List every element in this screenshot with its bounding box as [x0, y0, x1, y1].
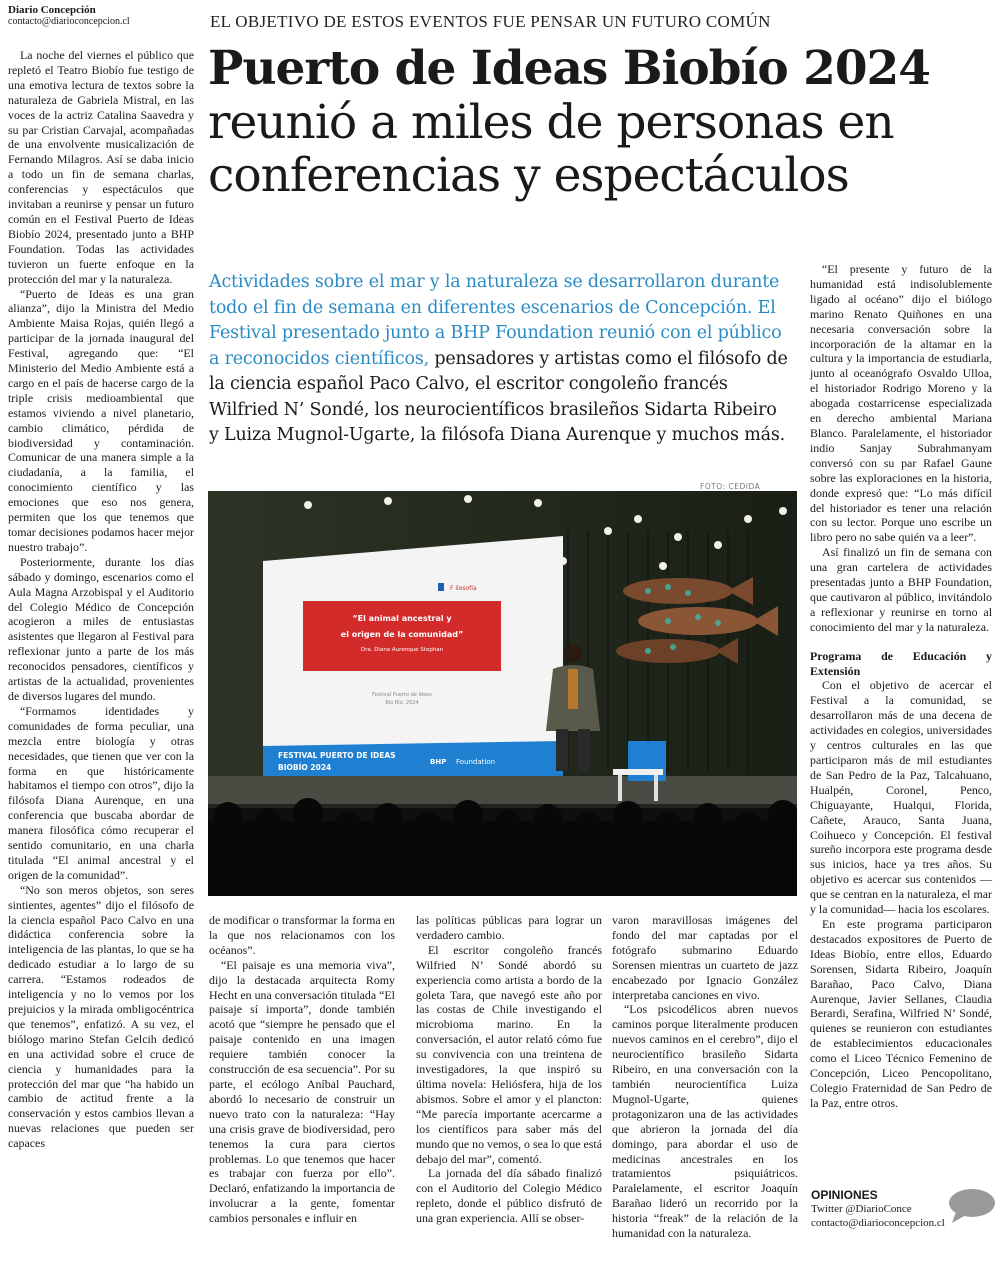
slide-event-1: Festival Puerto de Ideas — [372, 692, 432, 698]
slide-event-2: Bio Bío, 2024 — [385, 700, 419, 706]
paragraph: “El presente y futuro de la humanidad está indisolublemente ligado al océano” dijo el biólogo marino Renato Quiñones en una necesaria conversación sobre la incorporación de la altamar en la cultura y la importancia de estudiarla, junto al oceanógrafo Osvaldo Ulloa, el historiador Rodrigo Moreno y la abogada costarricense especializada en derecho ambiental Mariana Blanco. Paralelamente, el historiador indio Sanjay Subrahmanyam conversó con su par Rafael Gaune sobre las exploraciones en la historia, donde expresó que: “Lo más difícil del historiador es tener una relación con su lector. Porque uno escribe un libro pero no sabe quién va a leer”. — [810, 262, 992, 545]
banner-line-1: FESTIVAL PUERTO DE IDEAS — [278, 751, 396, 760]
publication-email: contacto@diarioconcepcion.cl — [8, 16, 130, 27]
headline-line-2: reunió a miles de personas en — [208, 94, 894, 150]
paragraph: Posteriormente, durante los días sábado y domingo, escenarios como el Aula Magna Arzobispal y el Auditorio del Colegio Médico de Concepción acogieron a miles de entusiastas asistentes que llegaron al Festival para reflexionar junto a parte de los más reconocidos pensadores, científicos y artistas de la actualidad, provenientes de diversos lugares del mundo. — [8, 554, 194, 703]
deck-black-text: pensadores y artistas como el filósofo de la ciencia español Paco Calvo, el escritor congoleño francés Wilfried N’ Sondé, los neurocientíficos brasileños Sidarta Ribeiro y Luiza Mugnol-Ugarte, la filósofa Diana Aurenque y muchos más. — [209, 348, 788, 445]
paragraph: En este programa participaron destacados expositores de Puerto de Ideas Biobío, entre ellos, Eduardo Sorensen, Sidarta Ribeiro, Joaquín Barañao, Paco Calvo, Diana Aurenque, Javier Sellanes, Claudia Berardi, Serafina, Wilfried N’ Sondé, quienes se reunieron con estudiantes de establecimientos educacionales como el Liceo Técnico Femenino de Concepción, Liceo Pencopolitano, Colegio Fraternidad de San Pedro de la Paz, entre otros. — [810, 916, 992, 1110]
headline-line-1: Puerto de Ideas Biobío 2024 — [208, 41, 930, 96]
article-column-4 — [612, 913, 798, 1241]
shield-logo-icon — [438, 583, 444, 591]
article-column-1 — [8, 48, 194, 1151]
article-column-5 — [810, 262, 992, 1111]
banner-bhp: BHP — [430, 758, 447, 766]
paragraph: La jornada del día sábado finalizó con el Auditorio del Colegio Médico repleto, donde el público disfrutó de una gran experiencia. Allí se obser- — [416, 1166, 602, 1226]
article-column-2 — [209, 913, 395, 1226]
kicker: EL OBJETIVO DE ESTOS EVENTOS FUE PENSAR UN FUTURO COMÚN — [210, 12, 771, 31]
slide-title-2: el origen de la comunidad” — [340, 630, 464, 639]
paragraph: La noche del viernes el público que repletó el Teatro Biobío fue testigo de una emotiva lectura de textos sobre la naturaleza de Gabriela Mistral, en las voces de la actriz Catalina Saavedra y su par Cristian Carvajal, acompañadas de una envolvente musicalización de Fernando Milagros. Así se daba inicio a todo un fin de semana charlas, conferencias y espectáculos que invitaban a reunirse y pensar un futuro común en el Festival Puerto de Ideas Biobío 2024, presentado junto a BHP Foundation. Todas las actividades tuvieron un fuerte enfoque en la protección del mar y la naturaleza. — [8, 48, 194, 286]
deck — [209, 270, 789, 449]
headline — [208, 42, 988, 203]
slide-logo: F ilosofía — [450, 585, 477, 592]
slide-title-1: “El animal ancestral y — [352, 614, 452, 623]
banner-line-2: BIOBÍO 2024 — [278, 763, 332, 772]
paragraph: Así finalizó un fin de semana con una gran cartelera de actividades presentadas junto a BHP Foundation, que cautivaron al público, invitándolo a reflexionar y reunirse en torno al conocimiento del mar y la naturaleza. — [810, 545, 992, 634]
opiniones-email[interactable]: contacto@diarioconcepcion.cl — [811, 1217, 945, 1229]
slide-author: Dra. Diana Aurenque Stephan — [360, 647, 444, 653]
opiniones-label: OPINIONES — [811, 1188, 878, 1202]
paragraph: “Los psicodélicos abren nuevos caminos porque literalmente producen nuevos caminos en el cerebro”, dijo el neurocientífico brasileño Sidarta Ribeiro, en una conversación con la también neurocientífica Luiza Mugnol-Ugarte, quienes protagonizaron una de las actividades que abrieron la jornada del día domingo, para abordar el uso de medicinas ancestrales en los tratamientos psiquiátricos. Paralelamente, el escritor Joaquín Barañao lideró un recorrido por la historia “freak” de la relación de la humanidad con la naturaleza. — [612, 1002, 798, 1241]
opiniones-twitter[interactable]: Twitter @DiarioConce — [811, 1203, 912, 1215]
paragraph: de modificar o transformar la forma en la que nos relacionamos con los océanos”. — [209, 913, 395, 957]
paragraph: “No son meros objetos, son seres sintientes, agentes” dijo el filósofo de la ciencia español Paco Calvo en una didáctica conferencia sobre la inteligencia de las plantas, lo que se ha dedicado estudiar a lo largo de su carrera. “Estamos rodeados de inteligencia y no lo vemos por los prejuicios y la mirada ombligocéntrica que tenemos”, enfatizó. A su vez, el biólogo marino Stefan Gelcih dedicó en una actividad sobre el cruce de ciencia y humanidades para la protección del mar que “ha habido un cambio de actitud frente a la conservación y estos cambios llevan a nuevas relaciones que pueden ser capaces — [8, 882, 194, 1151]
article-column-3 — [416, 913, 602, 1226]
paragraph: las políticas públicas para lograr un verdadero cambio. — [416, 913, 602, 942]
photo-credit: FOTO: CEDIDA — [700, 482, 761, 491]
speech-bubble-icon — [948, 1188, 996, 1224]
section-subhead: Programa de Educación y Extensión — [810, 648, 992, 678]
event-photo — [208, 491, 797, 896]
banner-foundation: Foundation — [456, 758, 496, 766]
publication-name: Diario Concepción — [8, 4, 96, 16]
paragraph: Con el objetivo de acercar el Festival a la comunidad, se desarrollaron más de una decena de actividades en colegios, universidades y centros culturales en las que participaron más de mil estudiantes de San Pedro de la Paz, Talcahuano, Hualpén, Coronel, Penco, Chiguayante, Hualqui, Florida, Cañete, Arauco, Santa Juana, Coihueco y Concepción. El festival sureño incorpora este programa desde sus inicios, hace ya tres años. Su objetivo es acercar sus contenidos —que se centran en la naturaleza, el mar y la comunidad— hacia los escolares. — [810, 678, 992, 917]
paragraph: “Puerto de Ideas es una gran alianza”, dijo la Ministra del Medio Ambiente Maisa Rojas, quién llegó a participar de la jornada inaugural del Festival, agregando que: “El Ministerio del Medio Ambiente está a cargo en el país de hacerse cargo de la triple crisis medioambiental que estamos viviendo a nivel planetario, cambio climático, pérdida de biodiversidad y contaminación. Comunicar de una manera simple a la ciudadanía, a la familia, el conocimiento científico y las emociones que eso nos genera, permiten que los que tenemos que tomar decisiones podamos hacer mejor nuestro trabajo”. — [8, 286, 194, 554]
paragraph: El escritor congoleño francés Wilfried N’ Sondé abordó su experiencia como artista a bordo de la goleta Tara, que navegó este año por las costas de Chile investigando el microbioma marino. En la conversación, el autor relató cómo fue su convivencia con una treintena de investigadores, la que inspiró su última novela: Heliósfera, hija de los abismos. Sobre el amor y el plancton: “Me parecía importante acercarme a los científicos para saber más del mundo que no vemos, o sea lo que está debajo del mar”, comentó. — [416, 942, 602, 1166]
deck-blue-text: Actividades sobre el mar y la naturaleza se desarrollaron durante todo el fin de semana en diferentes escenarios de Concepción. El Festival presentado junto a BHP Foundation reunió con el público a reconocidos científicos, — [209, 272, 782, 369]
paragraph: varon maravillosas imágenes del fondo del mar captadas por el fotógrafo submarino Eduardo Sorensen mientras un cuarteto de jazz encabezado por Ignacio González interpretaba canciones en vivo. — [612, 913, 798, 1002]
headline-line-3: conferencias y espectáculos — [208, 148, 849, 204]
paragraph: “El paisaje es una memoria viva”, dijo la destacada arquitecta Romy Hecht en una conversación titulada “El paisaje sí importa”, donde también acotó que “siempre he pensado que el paisaje contenido en una imagen requiere también conocer la construcción de esa secuencia”. Por su parte, el ecólogo Aníbal Pauchard, abordó lo necesario de construir un nuevo trato con la naturaleza: “Hay una crisis grave de biodiversidad, pero tenemos la cura para ciertos problemas. Lo que tenemos que hacer es trabajar con fuerza por ello”. Declaró, enfatizando la importancia de involucrar a la gente, fomentar cambios personales e influir en — [209, 957, 395, 1226]
paragraph: “Formamos identidades y comunidades de forma peculiar, una mezcla entre biología y otras necesidades, que tienen que ver con la forma en que históricamente habitamos el tiempo con otros”, dijo la filósofa Diana Aurenque, en una conferencia que buscaba abordar de manera filosófica cómo recuperar el sentido comunitario, en una charla titulada “El animal ancestral y el origen de la comunidad”. — [8, 703, 194, 882]
